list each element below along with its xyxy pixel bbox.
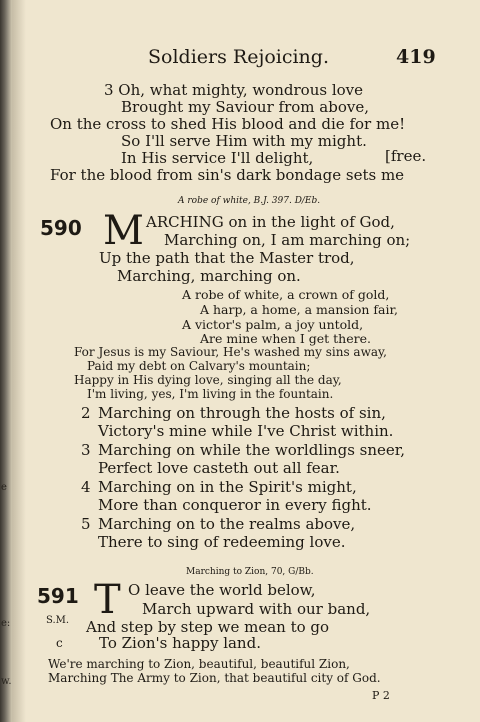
verse-line-carry: [free. bbox=[385, 147, 427, 165]
verse-line: Marching on through the hosts of sin, bbox=[98, 404, 386, 422]
chorus-line: A victor's palm, a joy untold, bbox=[182, 317, 364, 332]
hymn-line: ARCHING on in the light of God, bbox=[146, 213, 395, 231]
margin-bleed-text: w. bbox=[1, 676, 12, 687]
chorus-line: Paid my debt on Calvary's mountain; bbox=[87, 359, 311, 373]
verse-line: Brought my Saviour from above, bbox=[121, 98, 369, 116]
verse-line: Victory's mine while I've Christ within. bbox=[98, 422, 394, 440]
hymn-line: Marching, marching on. bbox=[117, 267, 301, 285]
meter-label: c bbox=[56, 636, 63, 650]
margin-bleed-text: e: bbox=[1, 618, 11, 629]
verse-number: 4 bbox=[81, 478, 91, 496]
chorus-line: Happy in His dying love, singing all the day, bbox=[74, 373, 342, 387]
chorus-line: A robe of white, a crown of gold, bbox=[182, 287, 390, 302]
verse-line: On the cross to shed His blood and die for me! bbox=[50, 115, 406, 133]
running-title: Soldiers Rejoicing. bbox=[148, 46, 330, 68]
meter-label: S.M. bbox=[46, 615, 70, 626]
verse-line: Marching on while the worldlings sneer, bbox=[98, 441, 406, 459]
verse-number: 3 bbox=[81, 441, 91, 459]
verse-number: 5 bbox=[81, 515, 91, 533]
verse-line: More than conqueror in every fight. bbox=[98, 496, 372, 514]
verse-line: There to sing of redeeming love. bbox=[98, 533, 346, 551]
verse-line: Marching on in the Spirit's might, bbox=[98, 478, 357, 496]
verse-line: Marching on to the realms above, bbox=[98, 515, 356, 533]
tune-note: Marching to Zion, 70, G/Bb. bbox=[186, 567, 314, 577]
hymn-line: March upward with our band, bbox=[142, 600, 371, 618]
verse-line: 3 Oh, what mighty, wondrous love bbox=[104, 81, 364, 99]
chorus-line: We're marching to Zion, beautiful, beautiful Zion, bbox=[48, 657, 350, 671]
drop-cap: M bbox=[103, 208, 144, 254]
hymn-line: Up the path that the Master trod, bbox=[99, 249, 355, 267]
tune-note: A robe of white, B.J. 397. D/Eb. bbox=[178, 196, 321, 206]
hymn-number: 591 bbox=[37, 584, 79, 608]
verse-line: So I'll serve Him with my might. bbox=[121, 132, 367, 150]
hymn-number: 590 bbox=[40, 216, 82, 240]
verse-line: Perfect love casteth out all fear. bbox=[98, 459, 340, 477]
book-gutter bbox=[0, 0, 12, 722]
page-number: 419 bbox=[396, 46, 436, 68]
chorus-line: A harp, a home, a mansion fair, bbox=[200, 302, 399, 317]
chorus-line: Marching The Army to Zion, that beautiful city of God. bbox=[48, 671, 381, 685]
hymn-line: To Zion's happy land. bbox=[99, 634, 261, 652]
hymn-line: O leave the world below, bbox=[128, 581, 316, 599]
gutter-shadow bbox=[12, 0, 26, 722]
margin-bleed-text: e bbox=[1, 482, 7, 493]
printer-signature: P 2 bbox=[372, 689, 390, 702]
hymn-line: Marching on, I am marching on; bbox=[164, 231, 411, 249]
hymn-line: And step by step we mean to go bbox=[86, 618, 330, 636]
verse-line: For the blood from sin's dark bondage sets me bbox=[50, 166, 405, 184]
chorus-line: Are mine when I get there. bbox=[200, 331, 371, 346]
verse-line: In His service I'll delight, bbox=[121, 149, 314, 167]
verse-number: 2 bbox=[81, 404, 91, 422]
chorus-line: For Jesus is my Saviour, He's washed my sins away, bbox=[74, 345, 387, 359]
drop-cap: T bbox=[94, 577, 121, 623]
chorus-line: I'm living, yes, I'm living in the fountain. bbox=[87, 387, 334, 401]
